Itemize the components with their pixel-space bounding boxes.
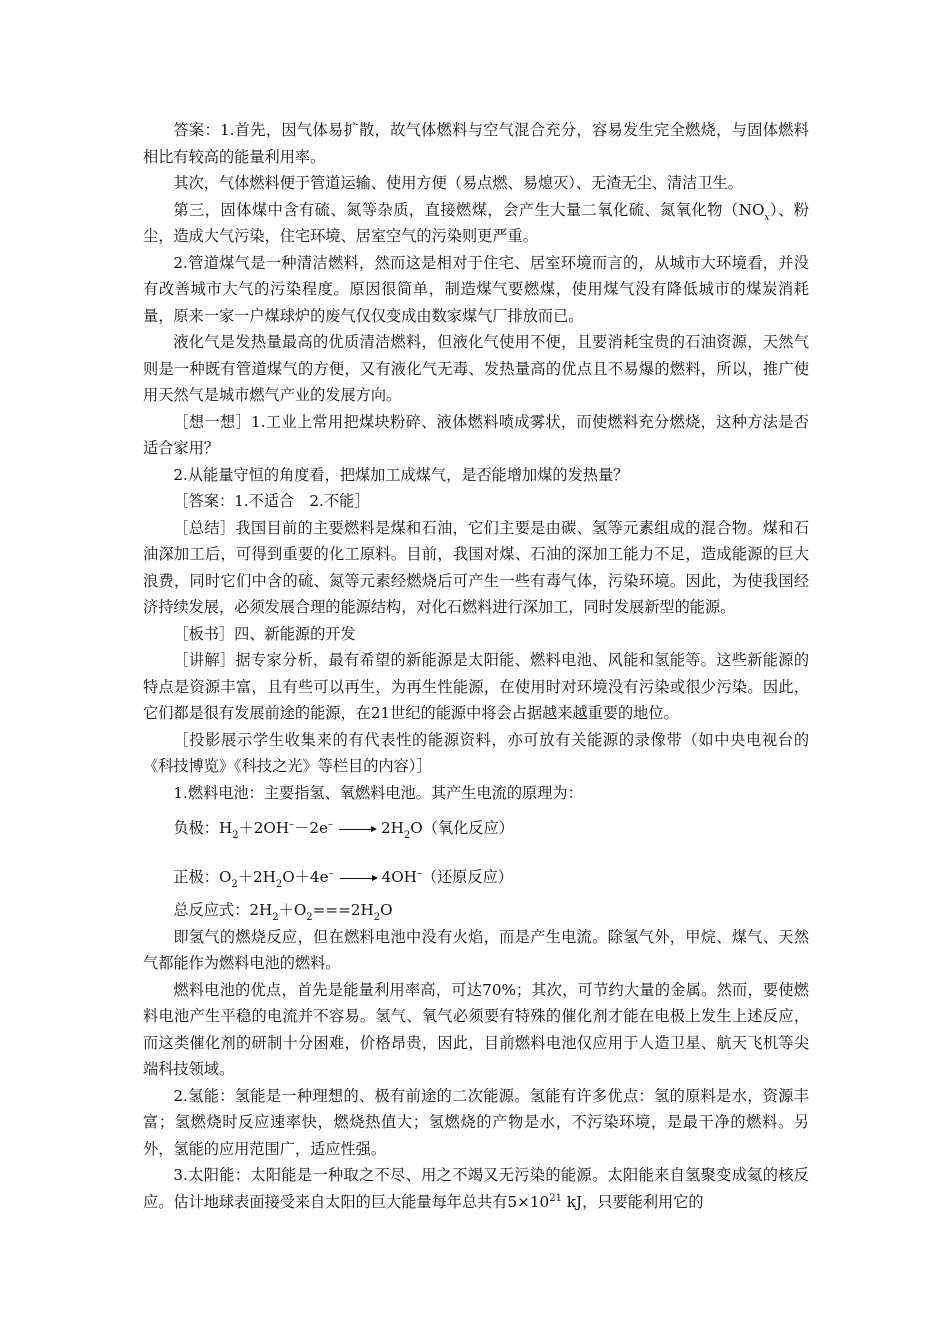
reaction-arrow-icon [339,824,377,834]
text-run: 正极：O [173,867,232,886]
negative-electrode-equation [143,815,809,842]
text-run: 负极：H [173,819,233,837]
text-run: 总反应式：2H [173,901,273,919]
answer-paragraph-4: 2.管道煤气是一种清洁燃料，然而这是相对于住宅、居室环境而言的，从城市大环境看，并没有改善城市大气的污染程度。原因很简单，制造煤气要燃煤，使用煤气没有降低城市的煤炭消耗量，原来一家一户煤球炉的废气仅仅变成由数家煤气厂排放而已。 [143,253,809,325]
solar-energy-paragraph [143,1162,809,1215]
answer-paragraph-1: 答案：1.首先，因气体易扩散，故气体燃料与空气混合充分，容易发生完全燃烧，与固体燃料相比有较高的能量利用率。 [143,121,809,166]
reaction-arrow-icon [340,873,378,883]
summary-paragraph: ［总结］我国目前的主要燃料是煤和石油，它们主要是由碳、氢等元素组成的混合物。煤和石油深加工后，可得到重要的化工原料。目前，我国对煤、石油的深加工能力不足，造成能源的巨大浪费，同时它们中含的硫、氮等元素经燃烧后可产生一些有毒气体，污染环境。因此，为使我国经济持续发展，必须发展合理的能源结构，对化石燃料进行深加工，同时发展新型的能源。 [143,518,809,616]
text-run: －2e [294,819,328,837]
text-run: ＋2H [237,867,276,886]
text-run: ＋O [278,901,307,919]
subscript: 2 [272,912,279,923]
subscript: x [764,212,770,223]
subscript: 2 [275,878,283,890]
subscript: 2 [306,912,313,923]
text-run: ===2H [312,901,374,919]
answer-paragraph-2: 其次，气体燃料便于管道运输、使用方便（易点燃、易熄灭）、无渣无尘、清洁卫生。 [173,174,743,192]
document-body [143,117,809,1215]
subscript: 2 [232,830,239,841]
fuel-cell-intro: 1.燃料电池：主要指氢、氧燃料电池。其产生电流的原理为： [173,783,583,802]
superscript: – [327,819,333,830]
answer-paragraph-5: 液化气是发热量最高的优质清洁燃料，但液化气使用不便，且要消耗宝贵的石油资源，天然气则是一种既有管道煤气的方便，又有液化气无毒、发热量高的优点且不易爆的燃料，所以，推广使用天然气是城市燃气产业的发展方向。 [143,333,809,404]
text-run: ＋2OH [238,819,290,837]
fuel-cell-advantages-paragraph: 燃料电池的优点，首先是能量利用率高，可达70%；其次，可节约大量的金属。然而，要使燃料电池产生平稳的电流并不容易。氢气、氧气必须要有特殊的催化剂才能在电极上发生上述反应，而这类催化剂的研制十分困难，价格昂贵，因此，目前燃料电池仅应用于人造卫星、航天飞机等尖端科技领域。 [143,980,809,1078]
text-run: 3.太阳能：太阳能是一种取之不尽、用之不竭又无污染的能源。太阳能来自氢聚变成氦的核反应。估计地球表面接受来自太阳的巨大能量每年总共有5×10 [143,1166,809,1211]
subscript: 2 [231,878,238,890]
text-run: O（氧化反应） [410,819,514,837]
total-reaction-equation [143,897,809,924]
superscript: – [328,867,334,879]
text-run: 2H [380,819,404,837]
think-question-2: 2.从能量守恒的角度看，把煤加工成煤气，是否能增加煤的发热量？ [173,465,629,484]
hydrogen-combustion-paragraph: 即氢气的燃烧反应，但在燃料电池中没有火焰，而是产生电流。除氢气外，甲烷、煤气、天然气都能作为燃料电池的燃料。 [143,927,809,972]
text-run: kJ，只要能利用它的 [561,1192,704,1211]
think-answer: ［答案：1.不适合 2.不能］ [173,492,370,510]
text-run: 4OH [381,867,417,886]
board-heading: ［板书］四、新能源的开发 [173,624,356,643]
text-run: （还原反应） [421,867,514,886]
positive-electrode-equation [143,864,809,891]
text-run: 第三，固体煤中含有硫、氮等杂质，直接燃煤，会产生大量二氧化硫、氮氧化物（NO [173,200,765,219]
text-run: O [380,901,393,919]
lecture-paragraph: ［讲解］据专家分析，最有希望的新能源是太阳能、燃料电池、风能和氢能等。这些新能源的特点是资源丰富，且有些可以再生，为再生性能源，在使用时对环境没有污染或很少污染。因此，它们都是很有发展前途的能源，在21世纪的能源中将会占据越来越重要的地位。 [143,651,809,722]
text-run: ）、粉尘，造成大气污染，住宅环境、居室空气的污染则更严重。 [143,200,809,245]
text-run: O＋4e [282,867,329,886]
think-question-1: ［想一想］1.工业上常用把煤块粉碎、液体燃料喷成雾状，而使燃料充分燃烧，这种方法是否适合家用？ [143,412,809,457]
projection-paragraph: ［投影展示学生收集来的有代表性的能源资料，亦可放有关能源的录像带（如中央电视台的《科技博览》《科技之光》等栏目的内容）］ [143,730,809,775]
hydrogen-energy-paragraph: 2.氢能：氢能是一种理想的、极有前途的二次能源。氢能有许多优点：氢的原料是水，资源丰富；氢燃烧时反应速率快，燃烧热值大；氢燃烧的产物是水，不污染环境，是最干净的燃料。另外，氢能的应用范围广，适应性强。 [143,1086,809,1158]
subscript: 2 [373,912,381,923]
subscript: 2 [403,830,411,841]
superscript: – [416,867,422,879]
superscript: – [289,819,295,830]
answer-paragraph-3 [143,197,809,250]
superscript: 21 [549,1192,562,1204]
